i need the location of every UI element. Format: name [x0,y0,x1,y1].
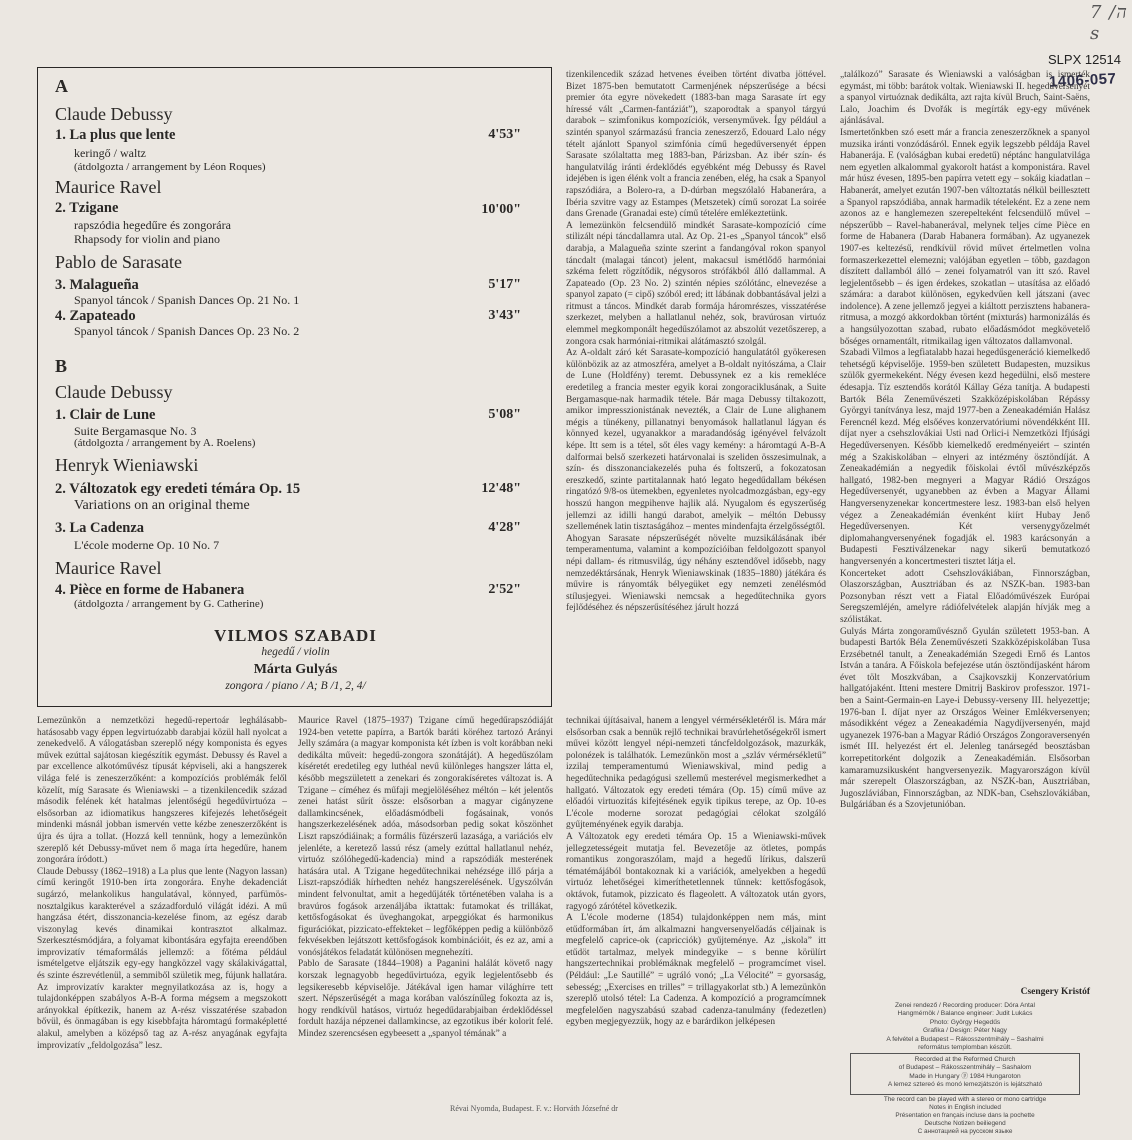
printer-line: Révai Nyomda, Budapest. F. v.: Horváth Józsefné dr [450,1104,618,1113]
liner-notes-column-4 [566,716,826,1096]
track-arrangement: (átdolgozta / arrangement by Léon Roques) [74,161,266,173]
paragraph: „találkozó” Sarasate és Wieniawski a valóságban is ismerték egymást, mi több: barátok voltak. Wieniawski II. hegedűversenyét a spanyol virtuóznak dedikálta, azt rajta kívül Bruch, Saint-Saëns, Lalo, Joachim és Dvořák is megírták egy-egy művének ajánlásával. [840,70,1090,127]
track-subtitle: keringő / waltz [74,146,146,160]
catalog-number: SLPX 12514 [1048,52,1122,67]
paragraph: Koncerteket adott Csehszlovákiában, Finnországban, Olaszországban, Ausztriában és az NSZK-ban. 1983-ban Pozsonyban részt vett a Fiatal Előadóművészek Európai Seregszemléjén, amelyre rádiófelvételek alapján hívják meg a szólistákat. [840,568,1090,625]
liner-notes-column-3 [566,70,826,710]
credit-line: Grafika / Design: Péter Nagy [923,1027,1007,1035]
credit-line: Hangmérnök / Balance engineer: Judit Lukács [897,1010,1033,1018]
liner-notes-column-2 [298,716,553,1096]
production-credits [850,1002,1080,1052]
track-title: 3. Malagueña [55,277,139,293]
paragraph: Lemezünkön a nemzetközi hegedű-repertoár leghálásabb-hatásosabb vagy éppen legvirtuózabb darabjai közül hall nyolcat a zenekedvelő. A válogatásban szereplő négy komponista és egyes művek ezúttal sajátosan kiegészítik egymást. Debussy és Ravel a par excellence alkotóművész típusát képviseli, aki a hangszerek világa felé is zeneszerzőként: a kompozíciós problémák felől közelít, míg Sarasate és Wieniawski – a tizenkilencedik század második felének két hatalmas jelentőségű hegedűvirtuóza – elsősorban az idiomatikus hangszeres kifejezés lehetőségeit mindenki másnál jobban ismervén vette kézbe zeneszerzőként is újra és újra a tollat. (Hozzá kell tennünk, hogy a lemezünkön szereplő két Debussy-művet nem ő maga írta hegedűre, hanem zongorára íródott.) [37,716,287,866]
credit-line: református templomban készült. [918,1044,1012,1052]
note-line: Deutsche Notizen beiliegend [924,1120,1006,1127]
credit-line: Made in Hungary ⓟ 1984 Hungaroton [909,1072,1021,1080]
catalog-stamp: 1406-057 [1048,70,1117,91]
track-arrangement: (átdolgozta / arrangement by G. Catherine) [74,598,264,610]
track-duration: 3'43" [488,308,521,323]
liner-notes-column-1 [37,716,287,1096]
credit-line: Zenei rendező / Recording producer: Dóra Antal [894,1002,1035,1009]
composer-name: Claude Debussy [55,104,173,124]
track-title: 1. Clair de Lune [55,407,156,423]
paragraph: Pablo de Sarasate (1844–1908) a Paganini halálát követő nagy korszak legnagyobb hegedűvirtuóza, egyik legjelentősebb és legsikeresebb képviselője. Játékával igen hamar világhírre tett szert. Népszerűségét a maga korában valószínűleg fokozta az is, hogy rendkívül hatásos, virtuóz hegedűdarabjaiban érdeklődéssel fordult hazája népzenei dallamkincse, az egzotikus ibér kolorit felé. Mindez szerencsésen egybeesett a „spanyol témának” a [298,959,553,1040]
track-duration: 4'53" [488,127,521,142]
track-title: 2. Változatok egy eredeti témára Op. 15 [55,481,301,497]
liner-notes-column-5 [840,70,1090,990]
track-duration: 12'48" [481,481,521,496]
author-signature: Csengery Kristóf [1020,987,1090,997]
tracklist-box [37,67,552,707]
track-title: 4. Pièce en forme de Habanera [55,582,245,598]
composer-name: Maurice Ravel [55,558,162,578]
paragraph: Ahogyan Sarasate népszerűségét növelte muzsikálásának ibér temperamentuma, valamint a kompozícióiban feldolgozott spanyol népi dallam- és ritmusvilág, úgy néhány esztendővel idősebb, nagy nemzedéktársának, Henryk Wieniawskinak (1835–1880) játékára és művire is rányomták bélyegüket egy nemzeti zenélésmód stílusjegyei. Wieniawski nemcsak a hegedűtechnika gyors fejlődéséhez és népszerűsítéséhez járult hozzá [566,533,826,614]
track-title: 3. La Cadenza [55,520,145,536]
track-subtitle: Spanyol táncok / Spanish Dances Op. 21 No. 1 [74,293,300,307]
track-subtitle: Suite Bergamasque No. 3 [74,424,197,438]
track-subtitle: Rhapsody for violin and piano [74,232,220,246]
credit-line: A felvétel a Budapest – Rákosszentmihály – Sashalmi [886,1035,1044,1043]
note-line: Présentation en français incluse dans la pochette [895,1112,1035,1119]
composer-name: Henryk Wieniawski [55,455,199,475]
side-a-label: A [55,76,68,96]
track-subtitle: Spanyol táncok / Spanish Dances Op. 23 No. 2 [74,324,300,338]
paragraph: A L'école moderne (1854) tulajdonképpen nem más, mint etűdformában írt, ám alkalmazni hangversenyelőadás céljainak is megfelelő caprice-ok (capricciók) gyűjteménye. Az „iskola” itt etűdöt tartalmaz, melyek mindegyike – s benne körülírt hangszertechnikai problémáknak megfelelő – programcímet visel. (Például: „Le Sautillé” = ugráló vonó; „La Vélocité” = gyorsaság, sebesség; „Exercises en trilles” = trillagyakorlat stb.) A lemezünkön szereplő utolsó tétel: La Cadenza. A kompozíció a programcímnek megfelelően nagyszabású szabad cadenza-tanulmány (fedezetlen) egyben megjegyezzük, hogy az e barárdikon jelképesen [566,913,826,1028]
performer-name: Márta Gulyás [253,662,338,677]
track-arrangement: (átdolgozta / arrangement by A. Roelens) [74,437,256,449]
track-title: 4. Zapateado [55,308,136,324]
credit-line: Recorded at the Reformed Church [914,1056,1016,1063]
note-line: Notes in English included [929,1104,1001,1111]
track-duration: 10'00" [481,202,521,217]
performer-name: VILMOS SZABADI [214,626,377,645]
credit-line: Photo: György Hegedűs [929,1018,1001,1026]
credit-line: of Budapest – Rákosszentmihály – Sashalom [898,1064,1032,1072]
paragraph: tizenkilencedik század hetvenes éveiben történt divatba jöttével. Bizet 1875-ben bemutatott Carmenjének népszerűsége a bécsi premier óta egyre növekedett (1883-ban maga Sarasate írt egy híressé vált „Carmen-fantáziát”), szaporodtak a spanyol tárgyú darabok – szimfonikus kompozíciók, versenyművek. Így például a szintén spanyol származású francia zeneszerző, Edouard Lalo négy tételt ajánlott Spanyol szimfónia című hegedűversenyét éppen Sarasate szólaltatta meg 1883-ban, Párizsban. Az ibér szín- és hangulatvilág iránti érdeklődés egyébként még Debussy és Ravel idejében is igen élénk volt a francia zenében, elég, ha csak a Spanyol rapszódiára, a Bolero-ra, a D-dúrban megszólaló Habanerára, a Ibéria szvitre vagy az Estampes (Metszetek) című sorozat La soirée dans Grenade (Granadai este) című tételére emlékeztetünk. [566,70,826,220]
paragraph: A Változatok egy eredeti témára Op. 15 a Wieniawski-művek jellegzetességeit mutatja fel. Bevezetője az ötletes, pompás romantikus zongoraszólam, majd a hegedű lírikus, dalszerű tématémájából bontakoznak ki a variációk, amelyekben a hegedű virtuóz lehetőségei kimeríthetetlennek tűnnek: kettősfogások, oktávok, futamok, pizzicato és flageolett. A változatok után gyors, ragyogó zárótétel következik. [566,831,826,912]
track-subtitle: Variations on an original theme [74,498,250,513]
track-duration: 5'17" [488,277,521,292]
paragraph: Maurice Ravel (1875–1937) Tzigane című hegedűrapszódiáját 1924-ben vetette papírra, a Bartók baráti köréhez tartozó Arányi Jelly számára (a magyar komponista két ízben is volt korábban neki dedikálta műveit: hegedű-zongora szonátáját). A hegedűszólam kíséretét eredetileg egy luthéal nevű különleges hangszer látta el, később megszületett a zenekari és zongorakíséretes változat is. A Tzigane – címéhez és műfaji megjelöléséhez méltón – két jelentős zenei hatást sűrít össze: elsősorban a magyar cigányzene dallamkincsének, előadásmódbeli fogásainak, vonós hangszerkezelésének adóa, másodsorban pedig sokat köszönhet Liszt rapszódiáinak; a formális füzérszerű lazasága, a variációs elv jelenléte, a keretező lassú rész (amely ezúttal hallatlanul nehéz, virtuóz szólóhegedű-kadencia) mind a rapszódiák mesterének hatására utal. A Tzigane hegedűtechnikai nehézsége illő párja a Liszt-rapszódiák hírhedten nehéz hangszerelésének. Ugyszólván mindent felvonultat, amit a hegedűjáték történetében valaha is a bravúros fogások arzenáljába iktattak: futamokat és trillákat, kettősfogásokat és üveghangokat, arpeggiókat és harmonikus figurációkat, pizzicato-effekteket – legfőképpen pedig a különböző fekvésekben lejátszott kettősfogások kombinációit, és ez az, ami a vonósjátékos feladatát különösen megnehezíti. [298,716,553,958]
track-duration: 5'08" [488,407,521,422]
side-b-label: B [55,356,68,376]
composer-name: Claude Debussy [55,382,173,402]
track-title: 1. La plus que lente [55,127,176,143]
track-duration: 4'28" [488,520,521,535]
paragraph: Az A-oldalt záró két Sarasate-kompozíció hangulatától gyökeresen különbözik az az atmoszféra, amelyet a B-oldalt nyitószáma, a Clair de Lune (Holdfény) teremt. Debussynek ez a kis remekléce eredetileg a francia mester egyik korai zongoraciklusának, a Suite Bergamasque-nak harmadik tétele. Bár maga Debussy tiltakozott, amikor impresszionistának nevezték, a Clair de Lune alighanem mégis a tünékeny, pillanatnyi benyomások hallatlanul lágyan és könnyed kezel, ugyanakkor a maradandóság igényével felvázolt képe. Itt sem is a tétel, sőt éles vagy kemény: a háromtagú A-B-A dalformai belső szerkezeti határvonalai is szeliden összesimulnak, a szín- és disszonanciakezelés puha és foltszerű, a fokozatosan ereszkedő, szinte partitalannak ható legato hegedűdallam békésen ringatózó 9/8-os ütemekben, egyenletes nyolcadmozgásban, egy-egy hosszú hangon megpihenve hajlik alá. Nyugalom és egyszerűség jellemzi az idilli hangú darabot, amelyik – méltón Debussy szellemének latin tisztaságához – mentes mindenfajta érzelgősségtől. [566,348,826,533]
handwritten-note: ה/ 7 s [1090,2,1128,44]
composer-name: Maurice Ravel [55,177,162,197]
track-duration: 2'52" [488,582,521,597]
track-title: 2. Tzigane [55,200,119,216]
credit-line: The record can be played with a stereo or mono cartridge [883,1096,1047,1103]
composer-name: Pablo de Sarasate [55,252,182,272]
paragraph: Szabadi Vilmos a legfiatalabb hazai hegedűsgeneráció kiemelkedő tehetségű képviselője. 1959-ben született Budapesten, muzsikus szülők gyermekeként. Négy évesen kezd hegedülni, első mestere édesapja. Tíz esztendős korától Kállay Géza tanítja. A budapesti Bartók Béla Zeneművészeti Szakközépiskolában Répássy Györgyi tanítványa lesz, majd 1977-ben a Zeneakadémián Halász Ferencnél kezd. Még elsőéves konzervatóriumi növendékként III. díjat nyer a csehszlovákiai Usti nad Orlici-i Nemzetközi Ifjúsági Hegedűversenyen. Később kiemelkedő eredményeiért – szintén még a Szakiskolában – elnyeri az intézmény ösztöndíját. A Zeneakadémián a negyedik főiskolai évtől művészképzős hallgató, 1982-ben megnyeri a Magyar Rádió Országos Hegedűversenyét, ugyanebben az évben a Magyar Állami Hangversenyzenekar koncertmestere lesz. 1983-ban első helyen végez a Zeneakadémián évenként kiírt Hubay Jenő Hegedűversenyen. Két versenygyőzelmét diplomahangversenyének fogadják el. 1983 karácsonyán a Budapesti Fesztiválzenekar nagy sikerű bemutatkozó hangversenyén a koncertmesteri tisztet látja el. [840,348,1090,567]
language-notes [850,1096,1080,1136]
note-line: С аннотацией на русском языке [917,1128,1013,1135]
paragraph: A lemezünkön felcsendülő mindkét Sarasate-kompozíció címe stilizált népi táncdallamra utal. Az Op. 21-es „Spanyol táncok” első darabja, a Malagueña szinte szerint a fandangóval rokon spanyol táncdalt (malagai táncot) jelent, makacsul ismétlődő harmóniai szkéma felett rögzítődik, négysoros strófákból álló dallammal. A Zapateado (Op. 23 No. 2) szintén népies szólótánc, elnevezése a spanyol zapato (= cipő) szóból ered; itt lábának dobbantásával jelzi a ritmust a táncos. Mindkét darab formája háromrészes, visszatérése szerkezet, melyben a hallatlanul nehéz, sok, bravúrosan virtuóz elemmel megkomponált hegedűszólamot az abszolút vezetőszerep, a zongora csak harmóniai-ritmikai alátámasztó szolgál. [566,220,826,347]
paragraph: Ismertetőnkben szó esett már a francia zeneszerzőknek a spanyol muzsika iránti vonzódásáról. Ennek egyik legszebb példája Ravel Habanerája. E (valóságban kubai eredetű) néptánc hangulatvilága nem egyetlen alkalommal gyakorolt hatást a komponistára. Ravel már húsz évesen, 1895-ben papírra vetett egy – sokáig kiadatlan – Habanerát, amelyet ezután 1907-ben változtatás nélkül beillesztett a Spanyol rapszódiába, annak harmadik tételeként. Ez a zene nem azonos az e hanglemezen szerepelteként felcsendülő művel – népszerűbb – Ravel-habanerával, melynek teljes címe Pièce en forme de Habanera (Darab Habanera formában). Az ugyanezek 1907-es keltezésű, rendkívül rövid művet értelmetlen volna formaszerkezettel elemezni; valójában egyetlen – több, gazdagon díszített dallamból álló – zenei folyamatról van itt szó. Ravel legjelentősebb – és igen érdekes, szokatlan – utasítása az előadó számára: a darabot különösen, egykedvűen kell játszani (avec indolence). A zene jellemző jegyei a kiáltott perzisztens habanera-ritmusa, a mozgó akkordokban történt (mixturás) harmonizálás és a hangsúlyozottan szabad, rubato előadásmódot megkövetelő bőséges ornamentált, ritmikailag igen változatos dallamvonal. [840,127,1090,347]
track-subtitle: L'école moderne Op. 10 No. 7 [74,538,220,552]
credit-line: A lemez sztereó és monó lemezjátszón is lejátszható [887,1080,1043,1088]
paragraph: Claude Debussy (1862–1918) a La plus que lente (Nagyon lassan) című keringőt 1910-ben írta zongorára. Enyhe dekadenciát sugárzó, melankolikus hangulatával, könnyed, parfümös-nosztalgikus karakterével a századforduló világát idézi. A mű hangzása étért, disszonancia-kezelése finom, az egész darab viszonylag kevés dinamikai kontrasztot alkalmaz. Szerkesztésmódjára, a folyamat kibontására egyfajta ereendőben improvizatív témaformálás jellemző: a főtéma például ismételgetve eljátszik egy-egy hangközzel vagy skálakivágattal, és szinte észrevétlenül, a semmiből születik meg, fújunk hallatára. Az improvizatív karakter megnyilatkozása az is, hogy a tulajdonképpen szabályos A-B-A forma mégsem a megszokott arányokkal építkezik, hanem az A-rész visszatérése szabadon bővül, és önmagában is egy kisebbfajta háromtagú formaképletté alakul, amelyben a középső tag az A-rész anyagának egyfajta improvizatív „feldolgozása” lesz. [37,866,287,1051]
language-notes-box [850,1053,1080,1095]
track-subtitle: rapszódia hegedűre és zongorára [74,218,231,232]
paragraph: technikai újításaival, hanem a lengyel vérmérsékletéről is. Mára már elsősorban csak a bennük rejlő technikai bravúrlehetőségekről ismert művei között lengyel népi-nemzeti táncfeldolgozások, mazurkák, polonézek is találhatók. Lemezünkön most a „szláv vérmérsékletű” izzilaj temperamentumú Wieniawskival, mind pedig a hegedűtechnika pedagógusi szellemű mesterével megismerkedhet a hallgató. Változatok egy eredeti témára (Op. 15) című műve az előadói virtuozitás kifejtésének egyik tipikus terepe, az Op. 10-es L'école moderne sorozat pedagógiai célokat szolgáló gyűjteményének egyik darabja. [566,716,826,831]
paragraph: Gulyás Márta zongoraművésznő Gyulán született 1953-ban. A budapesti Bartók Béla Zeneművészeti Szakközépiskolában Tusa Erzsébetnél tanult, a Zeneakadémián Szegedi Ernő és Lantos István a tanára. A Főiskola befejezése után ösztöndíjasként három évet tölt Moszkvában, a Csajkovszkij Konzervatórium hallgatójaként. Itteni mestere Dmitrij Baskirov professzor. 1971-ben a Saint-Germain-en Laye-i Debussy-verseny III. helyezettje; 1976-ban I. díjat nyer az Országos Weiner Emlékversenyen; másodikként végez a Zeneakadémia Nagydíjversenyén, majd ugyanezek 1976-ban a Magyar Rádió Országos Zongoraversenyén ismét III. helyezést ért el. Jelenleg tanársegéd beosztásban korrepetitorként dolgozik a Zeneakadémián. Elsősorban kamaramuzsikusként hangversenyezik. Magyarországon kívül már szerepelt Olaszországban, az NSZK-ban, Ausztriában, Jugoszláviában, Finnországban, az NDK-ban, Csehszlovákiában, Bulgáriában és a Szovjetunióban. [840,626,1090,811]
performer-role: hegedű / violin [261,646,330,658]
performer-role: zongora / piano / A; B /1, 2, 4/ [225,680,366,692]
